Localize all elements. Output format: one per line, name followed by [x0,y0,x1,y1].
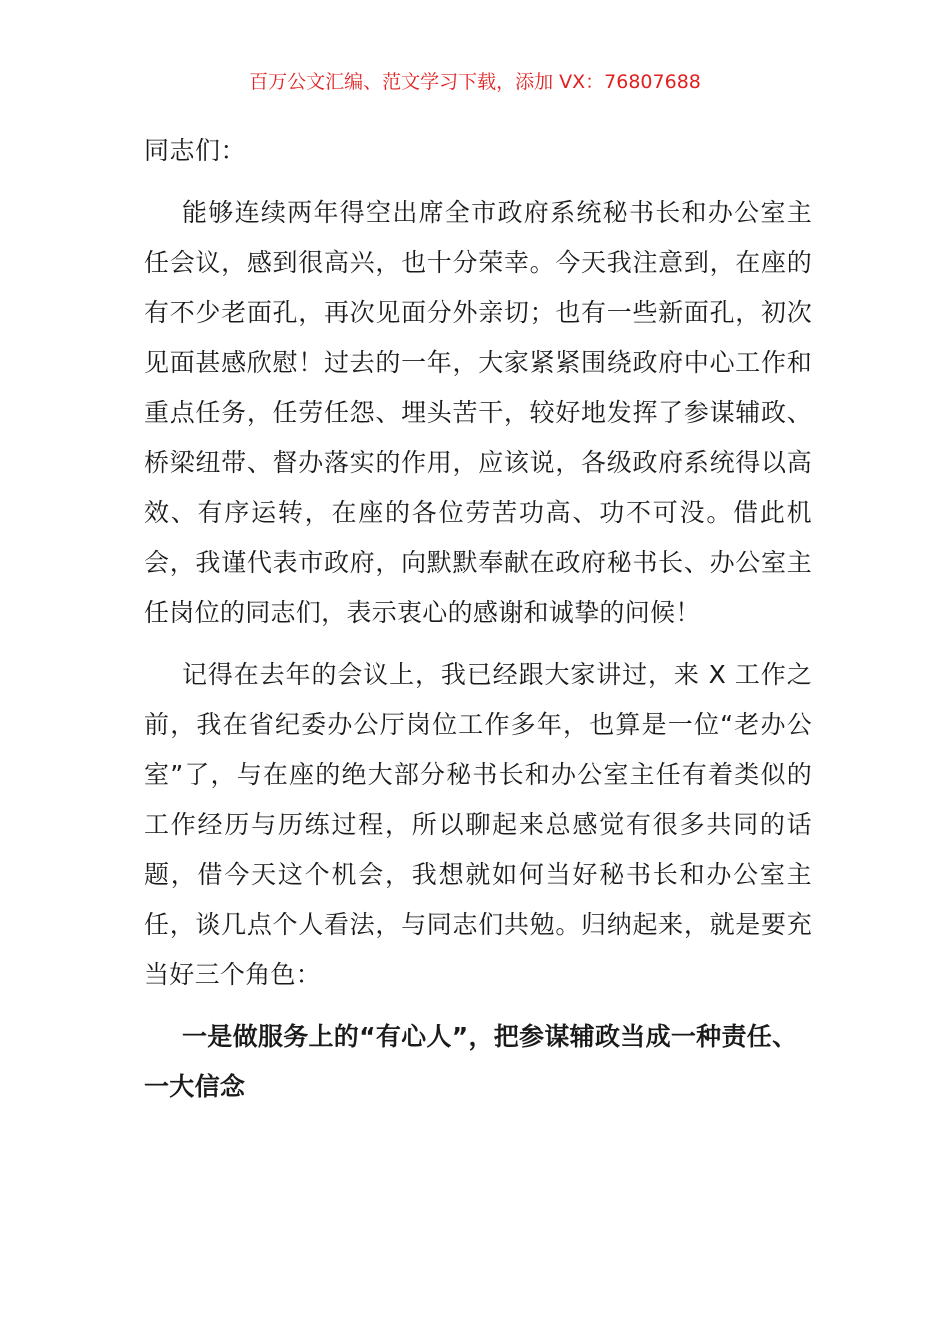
section-heading: 一是做服务上的“有心人”，把参谋辅政当成一种责任、一大信念 [144,1022,798,1101]
paragraph-1: 能够连续两年得空出席全市政府系统秘书长和办公室主任会议，感到很高兴，也十分荣幸。今天我注意到，在座的有不少老面孔，再次见面分外亲切；也有一些新面孔，初次见面甚感欣慰！过去的一年，大家紧紧围绕政府中心工作和重点任务，任劳任怨、埋头苦干，较好地发挥了参谋辅政、桥梁纽带、督办落实的作用，应该说，各级政府系统得以高效、有序运转，在座的各位劳苦功高、功不可没。借此机会，我谨代表市政府，向默默奉献在政府秘书长、办公室主任岗位的同志们，表示衷心的感谢和诚挚的问候！ [144,198,812,627]
document-body [144,126,812,1112]
paragraph-2: 记得在去年的会议上，我已经跟大家讲过，来 X 工作之前，我在省纪委办公厅岗位工作多年，也算是一位“老办公室”了，与在座的绝大部分秘书长和办公室主任有着类似的工作经历与历练过程，所以聊起来总感觉有很多共同的话题，借今天这个机会，我想就如何当好秘书长和办公室主任，谈几点个人看法，与同志们共勉。归纳起来，就是要充当好三个角色： [144,660,812,989]
salutation: 同志们： [144,136,247,165]
header-promo-note: 百万公文汇编、范文学习下载，添加 VX：76807688 [249,71,701,93]
